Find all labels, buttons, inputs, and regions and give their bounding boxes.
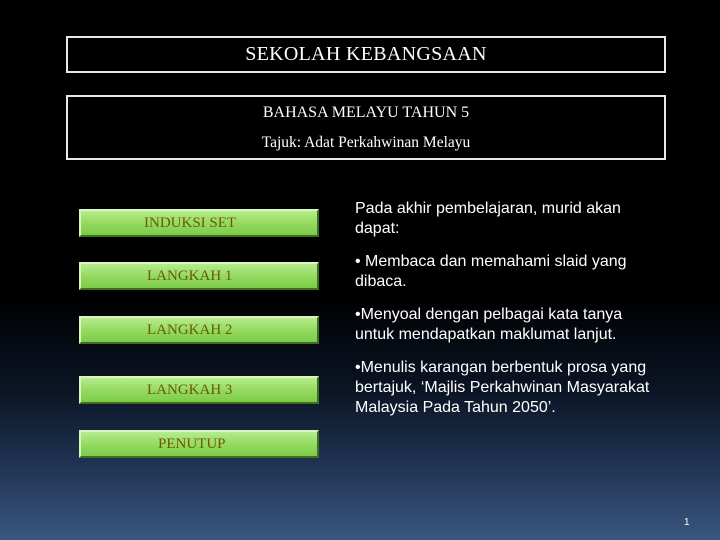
induksi-set-button[interactable] [79,209,319,237]
penutup-label: PENUTUP [158,435,226,452]
penutup-button[interactable] [79,430,319,458]
objective-item: •Menulis karangan berbentuk prosa yang bertajuk, ‘Majlis Perkahwinan Masyarakat Malaysia Pada Tahun 2050’. [355,359,650,416]
langkah-2-label: LANGKAH 2 [147,321,233,338]
langkah-1-label: LANGKAH 1 [147,267,233,284]
topic-heading: Tajuk: Adat Perkahwinan Melayu [261,134,471,151]
slide-subtitle-box [66,95,666,160]
induksi-set-label: INDUKSI SET [144,214,237,231]
slide-title: SEKOLAH KEBANGSAAN [245,43,487,65]
langkah-1-button[interactable] [79,262,319,290]
slide-title-box [66,36,666,73]
langkah-2-button[interactable] [79,316,319,344]
objectives-intro: Pada akhir pembelajaran, murid akan dapat: [355,200,621,237]
langkah-3-button[interactable] [79,376,319,404]
objective-item: • Membaca dan memahami slaid yang dibaca. [355,253,627,290]
objective-item: •Menyoal dengan pelbagai kata tanya untuk mendapatkan maklumat lanjut. [355,306,623,343]
langkah-3-label: LANGKAH 3 [147,381,233,398]
learning-objectives [355,199,665,418]
page-number: 1 [684,517,690,528]
subject-heading: BAHASA MELAYU TAHUN 5 [262,104,470,121]
